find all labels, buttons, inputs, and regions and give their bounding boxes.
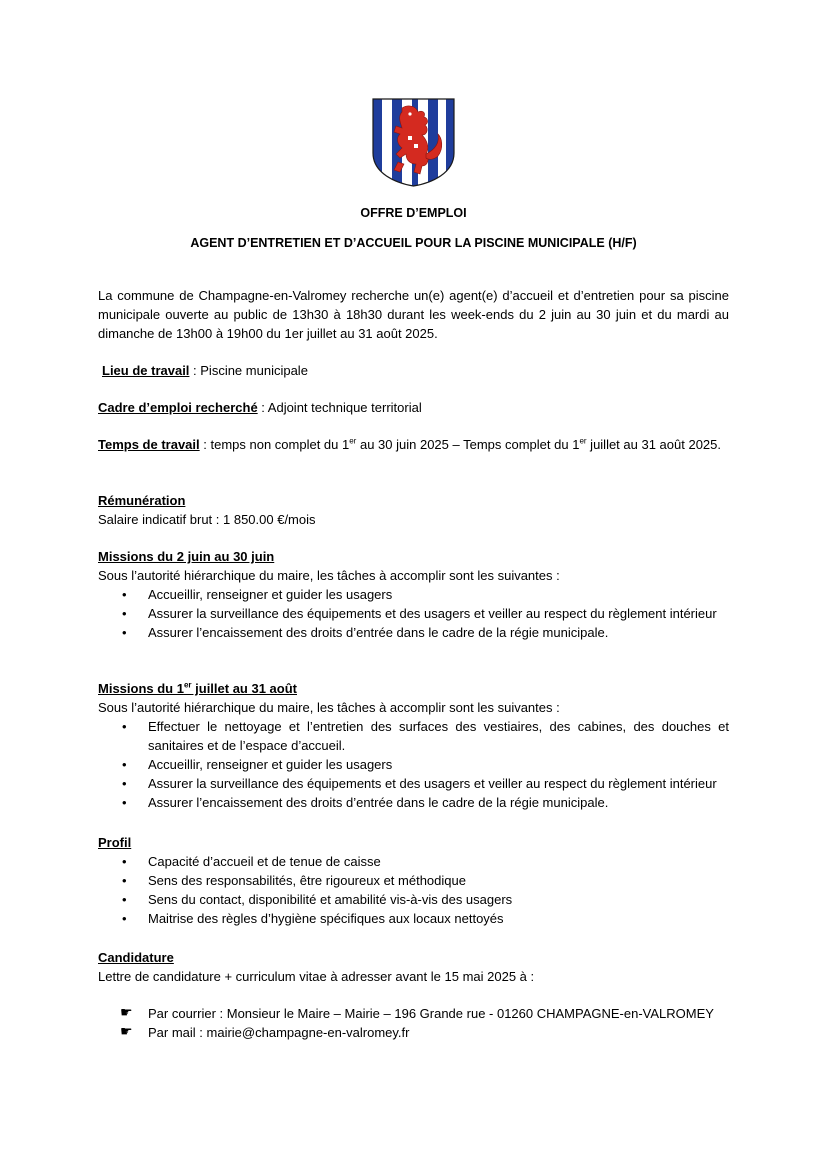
profile-list bbox=[98, 852, 729, 928]
list-item: • Maitrise des règles d’hygiène spécifiques aux locaux nettoyés bbox=[122, 911, 504, 926]
workplace-value: : Piscine municipale bbox=[189, 363, 308, 378]
application-heading: Candidature bbox=[98, 950, 174, 965]
email-address[interactable]: Par mail : mairie@champagne-en-valromey.fr bbox=[148, 1025, 410, 1040]
list-item bbox=[98, 1023, 729, 1042]
pointing-hand-icon: ☛ bbox=[120, 1004, 133, 1020]
profile-heading: Profil bbox=[98, 835, 132, 850]
bullet-dot-icon: • bbox=[122, 854, 127, 869]
bullet-dot-icon: • bbox=[122, 719, 127, 734]
application-list bbox=[98, 1004, 729, 1042]
list-item bbox=[98, 1004, 729, 1023]
application-intro: Lettre de candidature + curriculum vitae à adresser avant le 15 mai 2025 à : bbox=[98, 969, 535, 984]
workplace-line bbox=[102, 361, 733, 380]
job-grade-label: Cadre d’emploi recherché bbox=[98, 400, 258, 415]
salary-section bbox=[98, 491, 729, 529]
missions-june-section bbox=[98, 547, 729, 642]
missions-july-heading: Missions du 1er juillet au 31 août bbox=[98, 680, 297, 696]
list-item: • Sens des responsabilités, être rigoureux et méthodique bbox=[122, 873, 466, 888]
list-item: • Assurer la surveillance des équipements et des usagers et veiller au respect du règlement intérieur bbox=[122, 606, 717, 621]
list-item: • Assurer la surveillance des équipements et des usagers et veiller au respect du règlement intérieur bbox=[122, 776, 717, 791]
list-item: • Assurer l’encaissement des droits d’entrée dans le cadre de la régie municipale. bbox=[122, 795, 609, 810]
list-item: • Accueillir, renseigner et guider les usagers bbox=[122, 587, 393, 602]
bullet-dot-icon: • bbox=[122, 776, 127, 791]
list-item: • Sens du contact, disponibilité et amabilité vis-à-vis des usagers bbox=[122, 892, 513, 907]
bullet-dot-icon: • bbox=[122, 625, 127, 640]
list-item: • Accueillir, renseigner et guider les usagers bbox=[122, 757, 393, 772]
application-contacts bbox=[98, 1004, 729, 1042]
intro-paragraph: La commune de Champagne-en-Valromey recherche un(e) agent(e) d’accueil et d’entretien pour sa piscine municipale ouverte au public de 13h30 à 18h30 durant les week-ends du 2 juin au 30 juin et du mardi au dimanche de 13h00 à 19h00 du 1er juillet au 31 août 2025. bbox=[98, 288, 729, 341]
application-section bbox=[98, 948, 729, 986]
job-grade-line bbox=[98, 398, 729, 417]
missions-july-section bbox=[98, 679, 729, 812]
bullet-dot-icon: • bbox=[122, 892, 127, 907]
salary-heading: Rémunération bbox=[98, 493, 186, 508]
pointing-hand-icon: ☛ bbox=[120, 1023, 133, 1039]
missions-june-heading: Missions du 2 juin au 30 juin bbox=[98, 549, 275, 564]
bullet-dot-icon: • bbox=[122, 757, 127, 772]
list-item: • Capacité d’accueil et de tenue de caisse bbox=[122, 854, 381, 869]
bullet-dot-icon: • bbox=[122, 606, 127, 621]
working-time-line: Temps de travail : temps non complet du 1er au 30 juin 2025 – Temps complet du 1er juillet au 31 août 2025. bbox=[98, 436, 721, 452]
bullet-dot-icon: • bbox=[122, 587, 127, 602]
working-time-label: Temps de travail bbox=[98, 437, 200, 452]
bullet-dot-icon: • bbox=[122, 911, 127, 926]
missions-june-intro: Sous l’autorité hiérarchique du maire, les tâches à accomplir sont les suivantes : bbox=[98, 568, 560, 583]
coat-of-arms-icon bbox=[372, 98, 455, 187]
profile-section bbox=[98, 833, 729, 928]
salary-value: Salaire indicatif brut : 1 850.00 €/mois bbox=[98, 512, 316, 527]
bullet-dot-icon: • bbox=[122, 795, 127, 810]
job-grade-value: : Adjoint technique territorial bbox=[257, 400, 422, 415]
bullet-dot-icon: • bbox=[122, 873, 127, 888]
missions-july-intro: Sous l’autorité hiérarchique du maire, les tâches à accomplir sont les suivantes : bbox=[98, 700, 560, 715]
missions-june-list bbox=[98, 585, 729, 642]
missions-july-list bbox=[98, 717, 729, 812]
list-item: • Assurer l’encaissement des droits d’entrée dans le cadre de la régie municipale. bbox=[122, 625, 609, 640]
offer-subtitle: AGENT D’ENTRETIEN ET D’ACCUEIL POUR LA PISCINE MUNICIPALE (H/F) bbox=[190, 236, 637, 250]
postal-address: Par courrier : Monsieur le Maire – Mairie – 196 Grande rue - 01260 CHAMPAGNE-en-VALROMEY bbox=[148, 1006, 714, 1021]
list-item: • Effectuer le nettoyage et l’entretien des surfaces des vestiaires, des cabines, des douches et sanitaires et de l’espace d’accueil. bbox=[122, 719, 729, 753]
workplace-label: Lieu de travail bbox=[102, 363, 190, 378]
offer-title: OFFRE D’EMPLOI bbox=[360, 206, 467, 220]
